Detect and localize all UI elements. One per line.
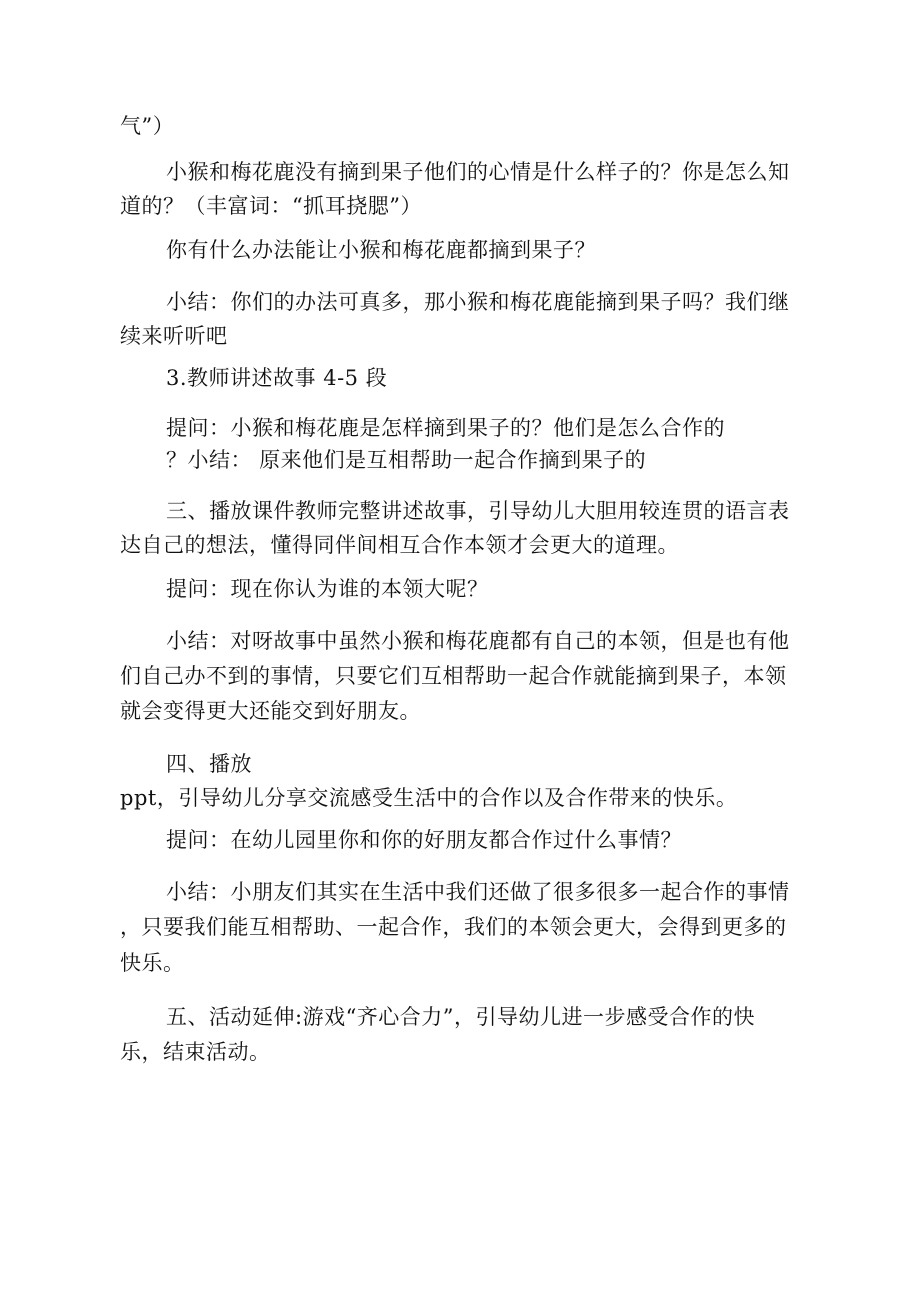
text-line: 三、播放课件教师完整讲述故事，引导幼儿大胆用较连贯的语言表	[166, 499, 790, 523]
text-line: 小结：你们的办法可真多，那小猴和梅花鹿能摘到果子吗？我们继	[166, 290, 790, 314]
text-line: 快乐。	[120, 951, 185, 975]
text-line: 五、活动延伸:游戏“齐心合力”，引导幼儿进一步感受合作的快	[166, 1005, 756, 1029]
text-line: 提问：小猴和梅花鹿是怎样摘到果子的？他们是怎么合作的	[166, 416, 725, 440]
text-line: 道的？（丰富词：“抓耳挠腮”）	[120, 194, 422, 218]
text-line: 就会变得更大还能交到好朋友。	[120, 699, 421, 723]
text-line: 小猴和梅花鹿没有摘到果子他们的心情是什么样子的？你是怎么知	[166, 160, 790, 184]
text-line: 达自己的想法，懂得同伴间相互合作本领才会更大的道理。	[120, 533, 679, 557]
text-line: 小结：对呀故事中虽然小猴和梅花鹿都有自己的本领，但是也有他	[166, 629, 790, 653]
text-line: 续来听听吧	[120, 324, 228, 348]
text-line: 乐，结束活动。	[120, 1040, 271, 1064]
text-line: 四、播放	[166, 752, 252, 776]
text-line: ，只要我们能互相帮助、一起合作，我们的本领会更大，会得到更多的	[120, 915, 787, 939]
text-line: 你有什么办法能让小猴和梅花鹿都摘到果子？	[166, 238, 596, 262]
text-line: 气”）	[120, 114, 175, 138]
text-line: ppt，引导幼儿分享交流感受生活中的合作以及合作带来的快乐。	[120, 786, 738, 810]
text-line: 3.教师讲述故事 4-5 段	[166, 366, 388, 390]
text-line: 们自己办不到的事情，只要它们互相帮助一起合作就能摘到果子，本领	[120, 664, 787, 688]
text-line: 提问：现在你认为谁的本领大呢？	[166, 577, 489, 601]
text-line: 提问：在幼儿园里你和你的好朋友都合作过什么事情？	[166, 828, 682, 852]
text-line: 小结：小朋友们其实在生活中我们还做了很多很多一起合作的事情	[166, 880, 790, 904]
text-line: ？小结： 原来他们是互相帮助一起合作摘到果子的	[166, 448, 647, 472]
